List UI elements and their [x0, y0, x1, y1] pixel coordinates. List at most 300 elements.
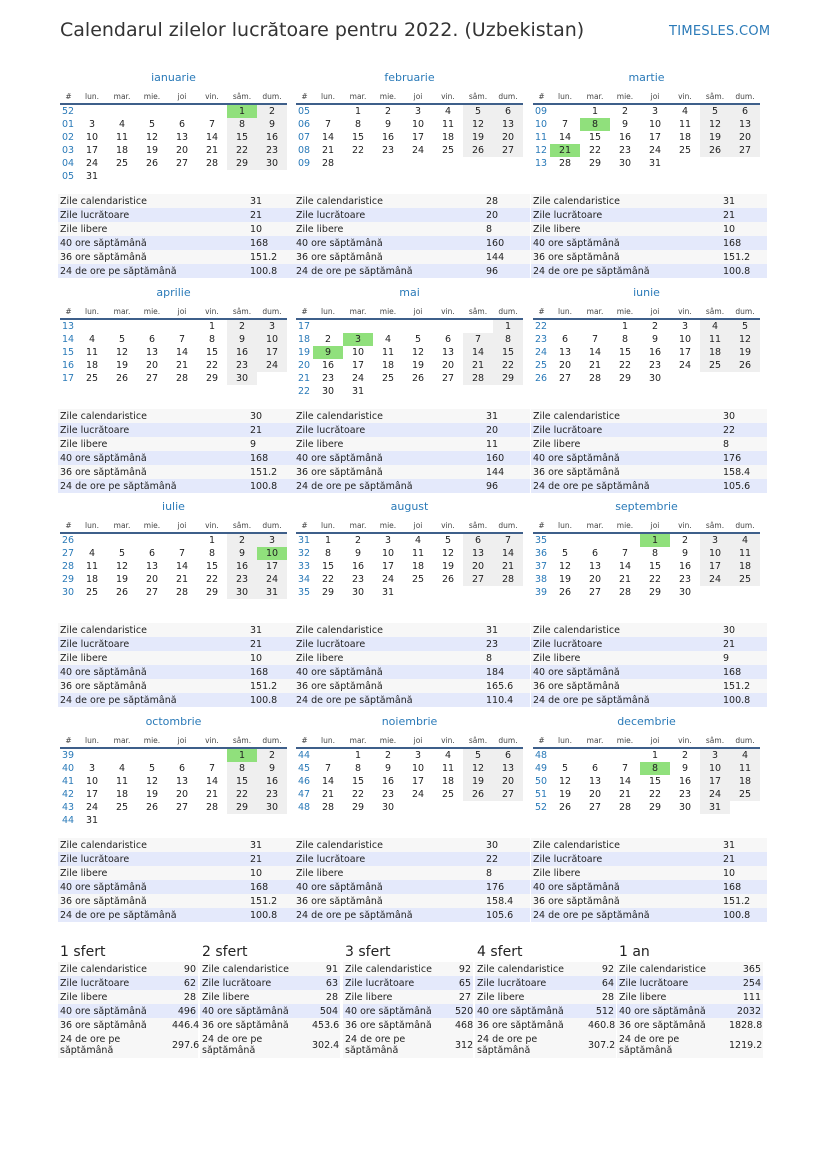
day-cell	[493, 157, 523, 170]
week-row	[296, 319, 523, 333]
stat-label: 36 ore săptămână	[531, 250, 721, 264]
stat-label: 40 ore săptămână	[531, 880, 721, 894]
month-calendar-table	[60, 518, 287, 599]
stat-label: 24 de ore pe săptămână	[294, 908, 484, 922]
day-cell	[167, 814, 197, 827]
month-calendar-table	[60, 89, 287, 183]
week-row	[296, 372, 523, 385]
weekday-header: sâm.	[700, 89, 730, 104]
week-number: 41	[62, 776, 75, 787]
day-cell: 20	[558, 360, 572, 371]
stat-label: Zile lucrătoare	[200, 976, 310, 990]
day-cell	[107, 814, 137, 827]
stat-value: 30	[248, 409, 294, 423]
month-martie	[533, 70, 760, 170]
stat-label: 36 ore săptămână	[531, 465, 721, 479]
day-cell: 19	[411, 360, 425, 371]
weekday-header: mie.	[373, 304, 403, 319]
month-title: martie	[628, 71, 665, 84]
week-number: 11	[535, 132, 548, 143]
day-cell: 30	[381, 802, 395, 813]
day-cell: 25	[700, 359, 730, 372]
day-cell: 12	[441, 548, 455, 559]
stat-label: 24 de ore pe săptămână	[58, 908, 248, 922]
month-title: decembrie	[617, 715, 676, 728]
day-cell: 18	[678, 132, 692, 143]
day-cell	[550, 533, 580, 547]
month-calendar-table	[296, 304, 523, 398]
week-row	[296, 748, 523, 762]
month-calendar-table	[296, 89, 523, 170]
weekday-header: dum.	[257, 733, 287, 748]
weekday-header: lun.	[313, 89, 343, 104]
day-cell	[137, 170, 167, 183]
day-cell	[77, 533, 107, 547]
stat-label: 24 de ore pe săptămână	[294, 479, 484, 493]
day-cell: 21	[205, 789, 219, 800]
day-cell	[197, 104, 227, 118]
week-number: 22	[535, 321, 548, 332]
day-cell: 8	[208, 548, 216, 559]
stat-value: 520	[455, 1005, 474, 1017]
day-cell: 9	[227, 333, 257, 346]
day-cell: 6	[591, 548, 599, 559]
week-number: 06	[298, 119, 311, 130]
stat-value: 453.6	[312, 1019, 340, 1031]
day-cell	[580, 533, 610, 547]
month-calendar-table	[60, 733, 287, 827]
weekday-header: joi	[640, 304, 670, 319]
day-cell	[493, 385, 523, 398]
stat-label: Zile lucrătoare	[58, 852, 248, 866]
stat-value: 21	[248, 423, 294, 437]
day-cell: 15	[588, 132, 602, 143]
weekday-header: dum.	[730, 304, 760, 319]
day-cell: 19	[558, 574, 572, 585]
stat-label: Zile libere	[531, 222, 721, 236]
day-cell: 16	[351, 561, 365, 572]
day-cell: 11	[115, 132, 129, 143]
week-number: 10	[535, 119, 548, 130]
day-cell	[610, 533, 640, 547]
stat-value: 31	[721, 194, 767, 208]
weekday-header: vin.	[433, 518, 463, 533]
weekday-header: mar.	[107, 518, 137, 533]
day-cell: 21	[588, 360, 602, 371]
day-cell: 5	[561, 548, 569, 559]
stat-label: 40 ore săptămână	[294, 880, 484, 894]
stat-value: 176	[484, 880, 530, 894]
day-cell	[403, 385, 433, 398]
weekday-header: joi	[167, 304, 197, 319]
day-cell: 25	[381, 373, 395, 384]
stat-value: 8	[484, 866, 530, 880]
stat-value: 9	[721, 651, 767, 665]
day-cell: 10	[351, 347, 365, 358]
day-cell	[257, 170, 287, 183]
week-number: 09	[298, 158, 311, 169]
day-cell: 17	[678, 347, 692, 358]
day-cell: 3	[88, 763, 96, 774]
day-cell: 6	[493, 104, 523, 118]
stat-value: 10	[721, 866, 767, 880]
day-cell: 30	[618, 158, 632, 169]
stat-label: Zile calendaristice	[617, 962, 727, 976]
week-row	[60, 319, 287, 333]
month-stats	[294, 838, 530, 922]
day-cell: 17	[411, 776, 425, 787]
weekday-header: vin.	[433, 304, 463, 319]
week-number: 49	[535, 763, 548, 774]
day-cell	[257, 372, 287, 385]
day-cell	[137, 319, 167, 333]
day-cell: 13	[175, 132, 189, 143]
weekday-header: lun.	[550, 518, 580, 533]
day-cell: 25	[678, 145, 692, 156]
stat-value: 160	[484, 451, 530, 465]
week-row	[533, 346, 760, 359]
stat-value: 111	[727, 990, 763, 1004]
day-cell: 31	[85, 171, 99, 182]
month-stats	[531, 623, 767, 707]
day-cell	[197, 748, 227, 762]
weekday-header: vin.	[197, 89, 227, 104]
day-cell: 19	[145, 145, 159, 156]
day-cell: 5	[700, 104, 730, 118]
day-cell: 2	[621, 106, 629, 117]
day-cell: 27	[493, 144, 523, 157]
day-cell: 26	[700, 144, 730, 157]
day-cell	[373, 385, 403, 398]
day-cell: 21	[618, 789, 632, 800]
day-cell: 23	[227, 573, 257, 586]
day-cell: 17	[257, 560, 287, 573]
day-cell: 22	[205, 360, 219, 371]
week-number-header: #	[533, 518, 550, 533]
day-cell: 23	[257, 144, 287, 157]
day-cell: 6	[561, 334, 569, 345]
day-cell	[167, 170, 197, 183]
day-cell	[167, 533, 197, 547]
day-cell: 20	[730, 131, 760, 144]
stat-label: Zile libere	[294, 437, 484, 451]
day-cell: 3	[414, 750, 422, 761]
day-cell: 18	[700, 346, 730, 359]
day-cell: 17	[85, 145, 99, 156]
day-cell	[550, 104, 580, 118]
week-number: 08	[298, 145, 311, 156]
day-cell: 8	[324, 548, 332, 559]
day-cell: 19	[730, 346, 760, 359]
stat-label: Zile lucrătoare	[294, 423, 484, 437]
day-cell: 1	[227, 748, 257, 762]
month-calendar-table	[533, 733, 760, 814]
day-cell: 24	[678, 360, 692, 371]
day-cell	[167, 748, 197, 762]
day-cell: 8	[227, 762, 257, 775]
day-cell: 7	[561, 119, 569, 130]
day-cell: 7	[591, 334, 599, 345]
stat-label: Zile libere	[294, 866, 484, 880]
day-cell: 21	[205, 145, 219, 156]
day-cell: 10	[411, 763, 425, 774]
stat-value: 110.4	[484, 693, 530, 707]
day-cell: 15	[648, 776, 662, 787]
week-number: 09	[535, 106, 548, 117]
stat-label: Zile calendaristice	[343, 962, 453, 976]
day-cell: 2	[324, 334, 332, 345]
day-cell	[493, 801, 523, 814]
day-cell: 3	[681, 321, 689, 332]
stat-value: 254	[727, 976, 763, 990]
week-row	[60, 372, 287, 385]
week-row	[296, 762, 523, 775]
day-cell: 5	[118, 334, 126, 345]
week-number: 32	[298, 548, 311, 559]
day-cell: 26	[441, 574, 455, 585]
day-cell	[313, 319, 343, 333]
day-cell: 5	[463, 748, 493, 762]
quarter-title: 2 sfert	[202, 944, 248, 960]
stat-value: 28	[484, 194, 530, 208]
day-cell	[313, 748, 343, 762]
week-row	[533, 788, 760, 801]
day-cell: 18	[730, 560, 760, 573]
day-cell: 31	[381, 587, 395, 598]
day-cell: 9	[681, 548, 689, 559]
day-cell: 28	[321, 802, 335, 813]
week-number: 45	[298, 763, 311, 774]
week-number: 02	[62, 132, 75, 143]
day-cell: 7	[463, 333, 493, 346]
brand-link[interactable]: TIMESLES.COM	[669, 24, 771, 39]
stat-label: Zile calendaristice	[475, 962, 586, 976]
stat-label: Zile libere	[294, 651, 484, 665]
day-cell: 25	[730, 788, 760, 801]
week-number-header: #	[533, 733, 550, 748]
day-cell: 23	[678, 574, 692, 585]
stat-label: Zile libere	[58, 651, 248, 665]
day-cell: 26	[411, 373, 425, 384]
day-cell: 20	[493, 131, 523, 144]
month-aprilie	[60, 285, 287, 385]
day-cell: 24	[351, 373, 365, 384]
weekday-header: mar.	[107, 304, 137, 319]
day-cell	[550, 319, 580, 333]
week-row	[533, 319, 760, 333]
day-cell: 11	[115, 776, 129, 787]
day-cell: 25	[441, 145, 455, 156]
day-cell	[343, 319, 373, 333]
day-cell: 2	[227, 533, 257, 547]
day-cell: 20	[175, 145, 189, 156]
stat-label: 24 de ore pe săptămână	[475, 1032, 586, 1058]
stat-value: 144	[484, 465, 530, 479]
day-cell: 26	[115, 587, 129, 598]
stat-label: Zile lucrătoare	[58, 423, 248, 437]
day-cell: 25	[441, 789, 455, 800]
day-cell: 3	[88, 119, 96, 130]
day-cell	[580, 319, 610, 333]
day-cell: 21	[175, 574, 189, 585]
day-cell: 2	[257, 104, 287, 118]
day-cell: 13	[588, 776, 602, 787]
day-cell	[670, 372, 700, 385]
month-stats	[58, 838, 294, 922]
day-cell	[580, 748, 610, 762]
day-cell: 24	[257, 359, 287, 372]
stat-label: 24 de ore pe săptămână	[58, 1032, 170, 1058]
quarter-stats	[200, 962, 340, 1058]
day-cell: 13	[145, 561, 159, 572]
weekday-header: dum.	[493, 733, 523, 748]
stat-value: 496	[170, 1004, 198, 1018]
day-cell: 29	[321, 587, 335, 598]
week-row	[60, 533, 287, 547]
day-cell: 16	[257, 775, 287, 788]
day-cell: 21	[321, 145, 335, 156]
stat-value: 27	[453, 990, 473, 1004]
day-cell: 29	[351, 802, 365, 813]
day-cell: 22	[227, 144, 257, 157]
day-cell: 27	[145, 587, 159, 598]
day-cell: 28	[205, 802, 219, 813]
day-cell	[433, 319, 463, 333]
day-cell: 12	[463, 118, 493, 131]
week-number: 27	[62, 548, 75, 559]
stat-value: 100.8	[721, 908, 767, 922]
day-cell	[77, 748, 107, 762]
week-number: 40	[62, 763, 75, 774]
week-row	[296, 118, 523, 131]
week-number: 03	[62, 145, 75, 156]
stat-value: 504	[310, 1004, 340, 1018]
week-number: 48	[298, 802, 311, 813]
stat-value: 23	[484, 637, 530, 651]
week-number: 29	[62, 574, 75, 585]
month-calendar-table	[296, 733, 523, 814]
day-cell: 1	[354, 750, 362, 761]
day-cell: 19	[145, 789, 159, 800]
weekday-header: dum.	[730, 89, 760, 104]
day-cell: 31	[351, 386, 365, 397]
day-cell: 28	[493, 573, 523, 586]
week-number: 13	[535, 158, 548, 169]
day-cell: 13	[493, 118, 523, 131]
weekday-header: lun.	[77, 518, 107, 533]
stat-label: 40 ore săptămână	[343, 1004, 453, 1018]
week-row	[60, 547, 287, 560]
day-cell: 11	[678, 119, 692, 130]
day-cell	[610, 748, 640, 762]
day-cell: 2	[681, 750, 689, 761]
weekday-header: joi	[640, 733, 670, 748]
weekday-header: mie.	[373, 733, 403, 748]
day-cell: 23	[648, 360, 662, 371]
week-row	[296, 144, 523, 157]
day-cell: 20	[441, 360, 455, 371]
day-cell: 13	[730, 118, 760, 131]
day-cell: 3	[700, 533, 730, 547]
stat-value: 31	[484, 409, 530, 423]
weekday-header: mie.	[137, 733, 167, 748]
day-cell: 20	[588, 789, 602, 800]
weekday-header: mie.	[610, 304, 640, 319]
stat-value: 96	[484, 479, 530, 493]
stat-value: 100.8	[248, 479, 294, 493]
day-cell: 1	[208, 321, 216, 332]
stat-label: 24 de ore pe săptămână	[531, 693, 721, 707]
week-row	[60, 814, 287, 827]
day-cell: 1	[640, 533, 670, 547]
day-cell: 14	[558, 132, 572, 143]
day-cell: 29	[205, 587, 219, 598]
quarter-title: 1 an	[619, 944, 650, 960]
week-number: 43	[62, 802, 75, 813]
stat-value: 8	[484, 222, 530, 236]
stat-value: 365	[727, 962, 763, 976]
day-cell: 23	[381, 145, 395, 156]
week-row	[296, 560, 523, 573]
weekday-header: mie.	[373, 518, 403, 533]
stat-label: 24 de ore pe săptămână	[531, 908, 721, 922]
day-cell: 12	[145, 776, 159, 787]
stat-value: 31	[248, 194, 294, 208]
day-cell: 28	[558, 158, 572, 169]
day-cell: 2	[354, 535, 362, 546]
stat-label: Zile libere	[58, 990, 170, 1004]
month-title: octombrie	[145, 715, 202, 728]
day-cell: 2	[651, 321, 659, 332]
day-cell: 31	[700, 801, 730, 814]
day-cell: 11	[411, 548, 425, 559]
week-number: 48	[535, 750, 548, 761]
stat-value: 21	[721, 637, 767, 651]
stat-label: 36 ore săptămână	[343, 1018, 453, 1032]
stat-value: 168	[248, 451, 294, 465]
day-cell: 11	[700, 333, 730, 346]
stat-value: 28	[586, 990, 616, 1004]
day-cell: 29	[493, 372, 523, 385]
day-cell: 14	[588, 347, 602, 358]
stat-label: 40 ore săptămână	[294, 451, 484, 465]
weekday-header: joi	[167, 518, 197, 533]
month-stats	[58, 409, 294, 493]
day-cell: 17	[700, 775, 730, 788]
day-cell: 30	[648, 373, 662, 384]
weekday-header: sâm.	[227, 733, 257, 748]
day-cell: 8	[354, 763, 362, 774]
day-cell: 3	[414, 106, 422, 117]
stat-label: Zile libere	[475, 990, 586, 1004]
quarter-stats	[58, 962, 198, 1058]
stat-value: 184	[484, 665, 530, 679]
day-cell: 4	[118, 119, 126, 130]
day-cell: 15	[205, 347, 219, 358]
day-cell: 1	[354, 106, 362, 117]
stat-value: 8	[721, 437, 767, 451]
week-row	[60, 748, 287, 762]
week-row	[296, 104, 523, 118]
stat-label: Zile lucrătoare	[294, 208, 484, 222]
stat-label: 24 de ore pe săptămână	[58, 264, 248, 278]
day-cell	[550, 748, 580, 762]
week-row	[60, 346, 287, 359]
stat-label: Zile lucrătoare	[475, 976, 586, 990]
weekday-header: sâm.	[700, 304, 730, 319]
week-row	[60, 788, 287, 801]
stat-value: 90	[170, 962, 198, 976]
